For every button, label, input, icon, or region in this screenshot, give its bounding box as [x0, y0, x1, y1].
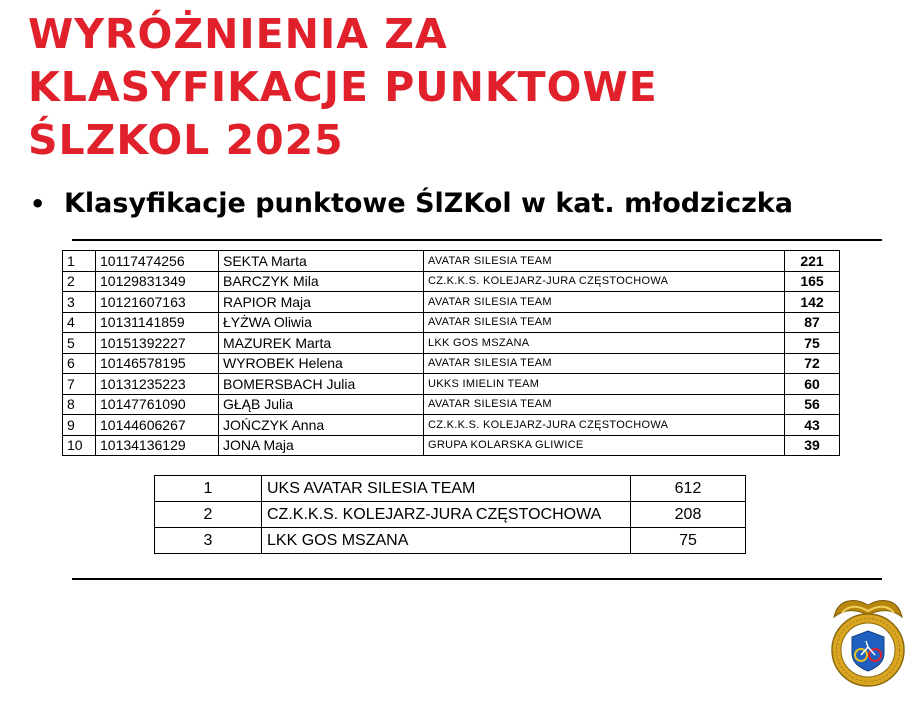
table-row [63, 271, 840, 292]
license-cell: 10117474256 [96, 251, 219, 272]
title-line-3: ŚLZKOL 2025 [28, 116, 344, 164]
position-cell: 10 [63, 435, 96, 456]
team-cell: CZ.K.K.S. KOLEJARZ-JURA CZĘSTOCHOWA [424, 415, 785, 436]
points-cell: 56 [785, 394, 840, 415]
team-position-cell: 1 [155, 476, 262, 502]
table-row [63, 394, 840, 415]
position-cell: 4 [63, 312, 96, 333]
points-cell: 87 [785, 312, 840, 333]
title-line-2: KLASYFIKACJE PUNKTOWE [28, 63, 658, 111]
team-position-cell: 2 [155, 502, 262, 528]
points-cell: 142 [785, 292, 840, 313]
position-cell: 1 [63, 251, 96, 272]
team-cell: UKKS IMIELIN TEAM [424, 374, 785, 395]
team-cell: AVATAR SILESIA TEAM [424, 312, 785, 333]
team-cell: AVATAR SILESIA TEAM [424, 394, 785, 415]
license-cell: 10121607163 [96, 292, 219, 313]
points-cell: 75 [785, 333, 840, 354]
table-row [63, 251, 840, 272]
table-row [155, 476, 746, 502]
table-row [155, 502, 746, 528]
rider-name-cell: JOŃCZYK Anna [219, 415, 424, 436]
page-title [28, 8, 658, 167]
team-cell: AVATAR SILESIA TEAM [424, 353, 785, 374]
position-cell: 6 [63, 353, 96, 374]
team-cell: LKK GOS MSZANA [424, 333, 785, 354]
license-cell: 10131141859 [96, 312, 219, 333]
rider-name-cell: BARCZYK Mila [219, 271, 424, 292]
team-points-cell: 612 [631, 476, 746, 502]
table-row [155, 528, 746, 554]
points-cell: 39 [785, 435, 840, 456]
team-points-cell: 208 [631, 502, 746, 528]
rider-name-cell: WYROBEK Helena [219, 353, 424, 374]
bullet-marker: • [30, 190, 46, 218]
table-row [63, 374, 840, 395]
team-cell: GRUPA KOLARSKA GLIWICE [424, 435, 785, 456]
rider-name-cell: JONA Maja [219, 435, 424, 456]
rider-name-cell: BOMERSBACH Julia [219, 374, 424, 395]
team-points-cell: 75 [631, 528, 746, 554]
points-cell: 72 [785, 353, 840, 374]
title-line-1: WYRÓŻNIENIA ZA [28, 10, 448, 58]
rider-name-cell: MAZUREK Marta [219, 333, 424, 354]
license-cell: 10144606267 [96, 415, 219, 436]
rider-name-cell: RAPIOR Maja [219, 292, 424, 313]
team-cell: CZ.K.K.S. KOLEJARZ-JURA CZĘSTOCHOWA [424, 271, 785, 292]
rider-name-cell: SEKTA Marta [219, 251, 424, 272]
position-cell: 5 [63, 333, 96, 354]
team-cell: AVATAR SILESIA TEAM [424, 292, 785, 313]
license-cell: 10131235223 [96, 374, 219, 395]
points-cell: 165 [785, 271, 840, 292]
position-cell: 8 [63, 394, 96, 415]
bottom-divider [72, 578, 882, 580]
license-cell: 10151392227 [96, 333, 219, 354]
license-cell: 10146578195 [96, 353, 219, 374]
position-cell: 2 [63, 271, 96, 292]
section-heading-text: Klasyfikacje punktowe ŚlZKol w kat. młodziczka [64, 188, 793, 219]
table-row [63, 435, 840, 456]
table-row [63, 415, 840, 436]
table-row [63, 292, 840, 313]
team-name-cell: CZ.K.K.S. KOLEJARZ-JURA CZĘSTOCHOWA [262, 502, 631, 528]
position-cell: 7 [63, 374, 96, 395]
table-row [63, 333, 840, 354]
rider-name-cell: ŁYŻWA Oliwia [219, 312, 424, 333]
position-cell: 9 [63, 415, 96, 436]
team-cell: AVATAR SILESIA TEAM [424, 251, 785, 272]
section-heading [30, 188, 793, 219]
table-row [63, 353, 840, 374]
license-cell: 10134136129 [96, 435, 219, 456]
license-cell: 10129831349 [96, 271, 219, 292]
team-name-cell: LKK GOS MSZANA [262, 528, 631, 554]
position-cell: 3 [63, 292, 96, 313]
federation-emblem-icon [828, 595, 908, 690]
team-position-cell: 3 [155, 528, 262, 554]
rider-ranking-table [62, 250, 840, 456]
team-name-cell: UKS AVATAR SILESIA TEAM [262, 476, 631, 502]
table-row [63, 312, 840, 333]
top-divider [72, 239, 882, 241]
rider-name-cell: GŁĄB Julia [219, 394, 424, 415]
team-ranking-table [154, 475, 746, 554]
license-cell: 10147761090 [96, 394, 219, 415]
points-cell: 43 [785, 415, 840, 436]
points-cell: 221 [785, 251, 840, 272]
points-cell: 60 [785, 374, 840, 395]
